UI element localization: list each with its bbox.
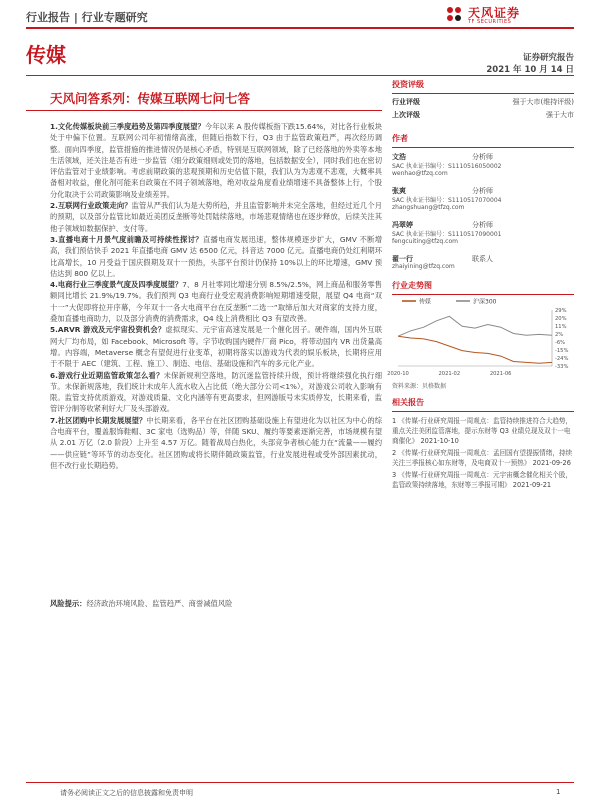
title-divider — [26, 110, 382, 111]
trend-section — [392, 280, 574, 295]
qa-paragraph: 3.直播电商十月景气度前瞻及可持续性探讨？直播电商发展迅速，整体规模逐步扩大，GMV 不断增高，我们预估快手 2021 年直播电商 GMV 达 6500 亿元，抖音达 7000 亿元。直播电商仍处红利期环比高增长，10 月受益于国庆假期及双十一预热，头部平台预计仍保持 10%以上的环比增速，GMV 预估达到 800 亿以上。 — [50, 234, 383, 278]
y-tick-label: 29% — [555, 308, 567, 314]
authors-heading: 作者 — [392, 134, 408, 143]
qa-paragraph: 2.互联网行业政策走向？监管从严我们认为是大势所趋，并且监管影响并未完全落地，但经过近几个月的预期，以及部分监管比如最近美团反垄断等处罚陆续落地，市场悲观情绪也在逐步释放，后续关注其他子领域如数据保护、支付等。 — [50, 201, 382, 233]
related-report[interactable]: 3 《传媒-行业研究周报一周观点：元宇宙概念催化相关个股，监管政策持续落地，东财等三季报可期》 2021-09-21 — [392, 471, 573, 489]
author-entry: 文浩 分析师 SAC 执业证书编号：S1110516050002 wenhao@tfzq.com — [392, 152, 574, 186]
author-email[interactable]: zhangshuang@tfzq.com — [392, 204, 465, 211]
legend-label: 传媒 — [419, 298, 432, 306]
related-report[interactable]: 1 《传媒-行业研究周报一周观点：监管持续推进符合大趋势，重点关注美团监管落地，提示东财等 Q3 业绩兑现及双十一电商催化》 2021-10-10 — [392, 417, 573, 445]
logo-cn: 天风证券 — [468, 6, 521, 20]
header-divider — [26, 27, 574, 29]
y-tick-label: -15% — [555, 348, 569, 354]
author-entry: 翟一行 联系人 zhaiyining@tfzq.com — [392, 254, 574, 278]
trend-divider — [392, 294, 574, 295]
rating-section — [392, 79, 574, 123]
footer-disclaimer: 请务必阅读正文之后的信息披露和免责申明 — [60, 789, 193, 797]
x-tick-label: 2020-10 — [387, 371, 409, 377]
sector-title: 传媒 — [26, 43, 66, 67]
rating-heading: 投资评级 — [392, 80, 424, 89]
page-number: 1 — [556, 788, 561, 796]
brand-logo — [444, 4, 574, 24]
related-divider — [392, 411, 574, 412]
trend-chart — [387, 296, 574, 378]
series-line — [398, 336, 552, 363]
logo-icon — [444, 4, 464, 24]
trend-heading: 行业走势图 — [392, 281, 432, 290]
y-tick-label: 2% — [555, 332, 564, 338]
related-heading: 相关报告 — [392, 398, 424, 407]
industry-rating-row: 行业评级 强于大市(维持评级) — [392, 98, 574, 106]
trend-source: 资料来源：贝格数据 — [392, 383, 447, 390]
authors-section — [392, 133, 574, 278]
related-report[interactable]: 2 《传媒-行业研究周报一周观点：孟回国有望提振情绪，持续关注三季报核心如东财等，及电商双十一预热》 2021-09-26 — [392, 449, 573, 467]
report-type: 证券研究报告 — [522, 53, 574, 63]
author-email[interactable]: wenhao@tfzq.com — [392, 170, 448, 177]
y-tick-label: 11% — [555, 324, 567, 330]
logo-en: TF SECURITIES — [468, 19, 512, 25]
authors-divider — [392, 147, 574, 148]
qa-paragraph: 6.游戏行业近期监管政策怎么看？未保新规利空落地，防沉迷监管持续升级，预计将继续强化执行细节。未保新规落地，我们统计未成年人流水收入占比低（绝大部分公司<1%），对游戏公司收入影响有限。监管支持优质游戏，对游戏质量、文化内涵等有更高要求，但网游版号未实质停发，长期来看，监管评分制等收紧利好大厂及头部游戏。 — [50, 370, 382, 414]
risk-warning: 风险提示：经济政治环境风险、监管趋严、商誉减值风险 — [50, 599, 233, 608]
report-category: 行业报告 | 行业专题研究 — [26, 11, 148, 24]
qa-paragraph: 7.社区团购中长期发展展望？中长期来看，各平台在社区团购基础设施上有望进化为以社区为中心的综合电商平台，覆盖服饰鞋帽、3C 家电（选购品）等，伴随 SKU、履约等要素逐渐完善，市场规模有望从 2.01 万亿（2.0 阶段）上升至 4.57 万亿。随着战局白热化，头部竞争者核心能力在“流量——履约——供应链”等环节的动态变化。社区团购或将长期伴随政策监管，行业发展进程或受外部因素扰动，但不改行业长期趋势。 — [50, 415, 382, 470]
author-email[interactable]: fengcuiting@tfzq.com — [392, 238, 458, 245]
legend-label: 沪深300 — [473, 298, 497, 306]
author-email[interactable]: zhaiyining@tfzq.com — [392, 263, 455, 270]
series-line — [398, 316, 552, 336]
x-tick-label: 2021-06 — [489, 371, 512, 377]
prev-rating-row: 上次评级 强于大市 — [392, 111, 574, 119]
author-entry: 张爽 分析师 SAC 执业证书编号：S1110517070004 zhangshuang@tfzq.com — [392, 186, 574, 220]
x-tick-label: 2021-02 — [438, 371, 461, 377]
y-tick-label: -24% — [555, 356, 569, 362]
sector-divider — [26, 75, 574, 76]
qa-paragraph: 1.文化传媒板块前三季度趋势及第四季度展望？今年以来 A 股传媒板指下跌15.64%，对比各行业板块处于中偏下位置。互联网公司年初情绪高涨，但随后指数下行，Q3 由于监管政策趋严，再次经历调整。面向四季度，监管措施的推进情况仍是核心矛盾，特别是互联网领域，除了已经落地的外卖等本地生活领域，还关注是否有进一步监管（细分政策细则或处罚的落地，包括数据安全），同时我们也在密切评估监管对于业绩影响。考虑前期政策的悲观预期和历史估值下限，我们认为为悲观不悲观，大概率具备相对收益，催化剂可能来自政策在不同子领域落地，绝对收益角度看业绩增速不具备整体上行，个股分化取决于公司政策影响及业绩差异。 — [50, 122, 383, 199]
report-title: 天风问答系列：传媒互联网七问七答 — [50, 91, 251, 106]
rating-divider — [392, 93, 574, 94]
y-tick-label: -33% — [555, 364, 569, 370]
related-section — [392, 397, 574, 490]
qa-paragraph: 5.ARVR 游戏及元宇宙投资机会？虚拟现实、元宇宙高速发展是一个催化因子。硬件端，国内外互联网大厂均布局，如 Facebook、Microsoft 等。字节收购国内硬件厂商 Pico，将带动国内 VR 出货量高增。内容端，Metaverse 概念有望促进行业变革，初期将落实以游戏为代表的娱乐板块，长期将应用于不限于 AEC（建筑、工程、施工）、制造、电信、基础设施和汽车的多元化产业。 — [50, 325, 383, 369]
y-tick-label: 20% — [555, 316, 567, 322]
y-tick-label: -6% — [555, 340, 566, 346]
footer-divider — [26, 782, 574, 783]
report-date: 2021 年 10 月 14 日 — [486, 65, 574, 75]
qa-paragraph: 4.电商行业三季度景气度及四季度展望？7、8 月社零同比增速分别 8.5%/2.5%，网上商品和服务零售额同比增长 21.9%/19.7%。我们预判 Q3 电商行业受宏观消费影响短期增速受限，展望 Q4 电商“双十一”大促即将拉开序幕，今年双十一各大电商平台在反垄断”二选一”取缔后加大对商家的支持力度，叠加直播电商助力，以及部分消费的消费需求，Q4 线上消费相比 Q3 有望改善。 — [50, 280, 382, 324]
author-entry: 冯翠婷 分析师 SAC 执业证书编号：S1110517090001 fengcuiting@tfzq.com — [392, 220, 574, 254]
main-body — [50, 121, 382, 471]
